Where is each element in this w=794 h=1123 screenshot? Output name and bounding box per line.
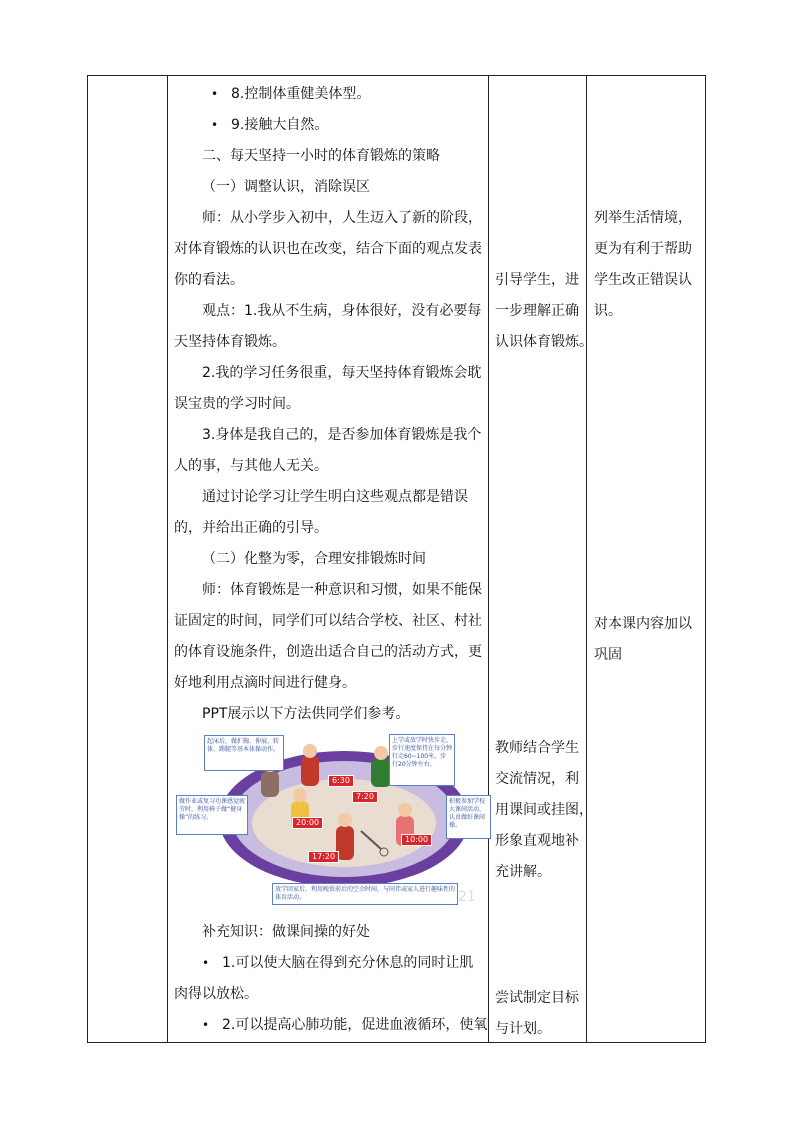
paragraph-line: 天坚持体育锻炼。 [174, 334, 286, 350]
tip-box-homework: 做作业或复习功课感觉疲劳时，利用椅子做“健身操”的练习。 [176, 795, 248, 835]
paragraph-line: 人的事，与其他人无关。 [174, 458, 328, 474]
time-label: 10:00 [401, 834, 432, 846]
intent-line: 列举生活情境， [594, 210, 692, 226]
intent-line: 对本课内容加以 [594, 616, 692, 632]
teacher-activity-cell [489, 76, 593, 1042]
teacher-line: 教师结合学生 [495, 740, 579, 756]
time-label: 7:20 [352, 791, 378, 803]
paragraph-line: 好地利用点滴时间进行健身。 [174, 675, 356, 691]
intent-line: 识。 [594, 303, 622, 319]
teacher-line: 认识体育锻炼。 [495, 334, 593, 350]
bullet-item: • 8.控制体重健美体型。 [231, 84, 370, 104]
tip-box-recess: 积极参加学校大课间活动，认真做好课间操。 [446, 795, 491, 839]
teacher-line: 形象直观地补 [495, 833, 579, 849]
teacher-line: 尝试制定目标 [495, 990, 579, 1006]
subsection-heading: （一）调整认识，消除误区 [202, 179, 370, 195]
bullet-item: • 9.接触大自然。 [231, 115, 328, 135]
teacher-line: 交流情况，利 [495, 771, 579, 787]
intent-line: 更为有利于帮助 [594, 241, 692, 257]
paragraph-line: PPT展示以下方法供同学们参考。 [202, 706, 410, 722]
teacher-line: 一步理解正确 [495, 303, 579, 319]
paragraph-line: 通过讨论学习让学生明白这些观点都是错误 [202, 489, 468, 505]
teacher-line: 与计划。 [495, 1021, 551, 1037]
paragraph-line: 观点：1.我从不生病，身体很好，没有必要每 [202, 303, 482, 319]
teacher-line: 用课间或挂图， [495, 802, 593, 818]
paragraph-line: 师：从小学步入初中，人生迈入了新的阶段， [202, 210, 482, 226]
paragraph-line: 的，并给出正确的引导。 [174, 520, 328, 536]
tip-box-morning: 起床后，做扩胸、伸展、转体、踢腿等基本体操动作。 [204, 735, 284, 771]
paragraph-line: 肉得以放松。 [174, 986, 258, 1002]
bullet-item: • 1.可以使大脑在得到充分休息的同时让肌 [222, 953, 473, 973]
paragraph-line: 3.身体是我自己的，是否参加体育锻炼是我个 [202, 427, 482, 443]
paragraph-line: 你的看法。 [174, 272, 244, 288]
intent-line: 学生改正错误认 [594, 272, 692, 288]
bullet-item: • 2.可以提高心肺功能，促进血液循环，使氧 [222, 1015, 487, 1035]
paragraph-line: 证固定的时间，同学们可以结合学校、社区、村社 [174, 613, 482, 629]
section-heading: 二、每天坚持一小时的体育锻炼的策略 [202, 148, 440, 164]
intent-line: 巩固 [594, 647, 622, 663]
exercise-schedule-illustration [176, 731, 491, 906]
time-label: 20:00 [292, 817, 323, 829]
lesson-table [87, 75, 706, 1043]
time-label: 17:20 [308, 851, 339, 863]
design-intent-cell [587, 76, 705, 1042]
paragraph-line: 误宝贵的学习时间。 [174, 396, 300, 412]
tip-box-commute: 上学或放学时快步走，步行速度保持在每分钟行走60~100米，步行20分钟左右。 [389, 734, 455, 786]
svg-text:21: 21 [458, 889, 476, 905]
teacher-line: 充讲解。 [495, 864, 551, 880]
paragraph-line: 对体育锻炼的认识也在改变，结合下面的观点发表 [174, 241, 482, 257]
teacher-line: 引导学生，进 [495, 272, 579, 288]
paragraph-line: 的体育设施条件，创造出适合自己的活动方式，更 [174, 644, 482, 660]
tip-box-evening: 放学回家后，利用晚饭前后的空余时间，与同伴或家人进行趣味性的体育活动。 [272, 883, 458, 905]
paragraph-line: 2.我的学习任务很重，每天坚持体育锻炼会耽 [202, 365, 482, 381]
subsection-heading: （二）化整为零，合理安排锻炼时间 [202, 551, 426, 567]
paragraph-line: 师：体育锻炼是一种意识和习惯，如果不能保 [202, 582, 482, 598]
time-label: 6:30 [328, 775, 354, 787]
subsection-heading: 补充知识：做课间操的好处 [202, 924, 370, 940]
